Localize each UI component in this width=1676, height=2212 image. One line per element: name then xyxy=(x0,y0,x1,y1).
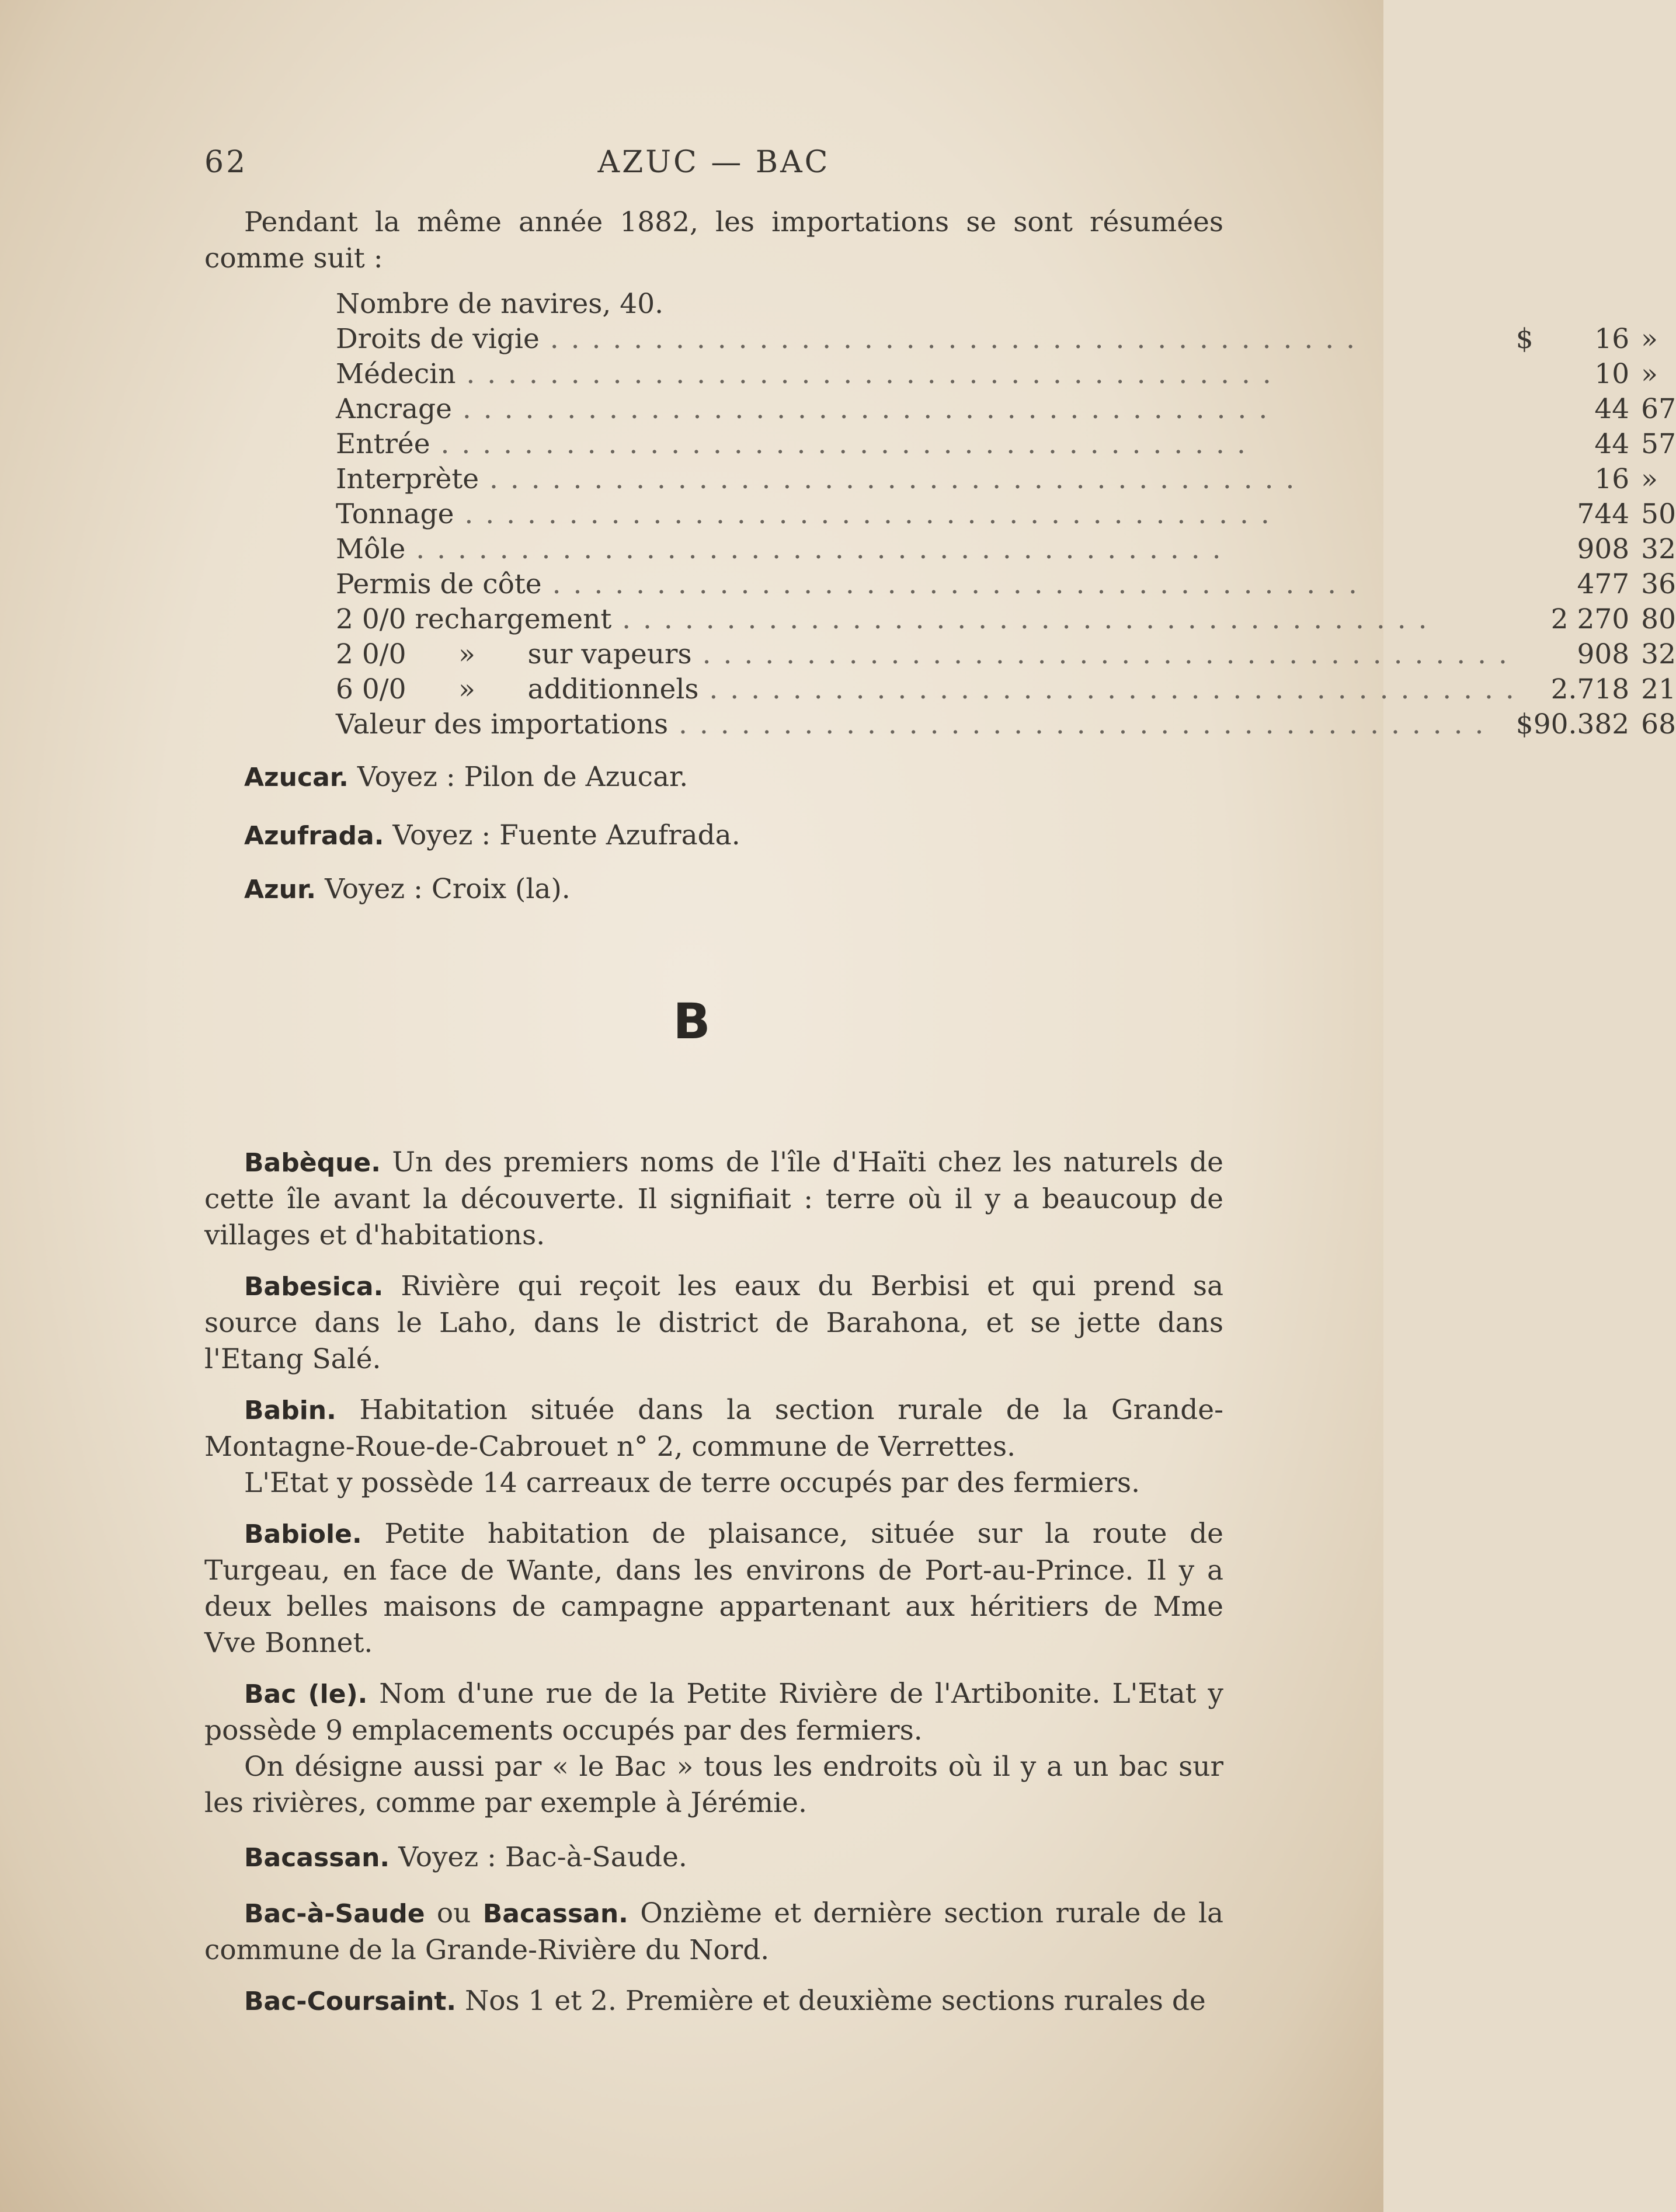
entry-headword: Azur. xyxy=(244,875,317,905)
entry-headword: Bac-Coursaint. xyxy=(244,1987,457,2016)
tariff-amount: 908 xyxy=(1577,638,1630,670)
entry-headword: Azucar. xyxy=(244,763,349,792)
currency-mark xyxy=(1516,601,1534,637)
tariff-cents: 21 xyxy=(1641,673,1676,705)
table-row: Médecin . . . . . . . . . . . . . . . . . . . . . . . . . . . . . . . . . . . . . . . 10 » xyxy=(336,356,1676,391)
page-number: 62 xyxy=(204,145,248,180)
currency-mark xyxy=(1516,496,1534,531)
tariff-cents: 32 xyxy=(1641,638,1676,670)
entry-babeque xyxy=(204,1145,1223,1254)
currency-mark xyxy=(1516,356,1534,391)
entry-headword: Bac-à-Saude xyxy=(244,1899,425,1929)
tariff-label: 2 0/0 » sur vapeurs xyxy=(336,638,692,670)
tariff-label: Permis de côte xyxy=(336,568,542,600)
entry-azucar xyxy=(204,759,1223,796)
intro-text: Pendant la même année 1882, les importations se sont résumées comme suit : xyxy=(204,206,1223,274)
entry-text: Voyez : Croix (la). xyxy=(316,873,571,905)
entry-headword: Babèque. xyxy=(244,1148,381,1178)
tariff-amount: 477 xyxy=(1577,568,1630,600)
tariff-label: Droits de vigie xyxy=(336,322,540,355)
entry-text: Voyez : Bac-à-Saude. xyxy=(398,1841,687,1873)
tariff-cents: 50 xyxy=(1641,498,1676,530)
table-row: Entrée . . . . . . . . . . . . . . . . . . . . . . . . . . . . . . . . . . . . . . . 44 57 xyxy=(336,426,1676,461)
table-row: 6 0/0 » additionnels . . . . . . . . . . . . . . . . . . . . . . . . . . . . . . . . . . . . . . . 2.718 21 xyxy=(336,672,1676,707)
entry-text: L'Etat y possède 14 carreaux de terre occupés par des fermiers. xyxy=(244,1467,1140,1499)
entry-text: On désigne aussi par « le Bac » tous les endroits où il y a un bac sur les rivières, comme par exemple à Jérémie. xyxy=(204,1751,1223,1819)
entry-text: Voyez : Fuente Azufrada. xyxy=(384,819,740,851)
tariff-label: Entrée xyxy=(336,427,430,460)
entry-text: Voyez : Pilon de Azucar. xyxy=(348,761,689,793)
tariff-amount: 2 270 xyxy=(1550,603,1630,635)
running-header xyxy=(204,145,1223,186)
tariff-label: Tonnage xyxy=(336,498,454,530)
tariff-label: Médecin xyxy=(336,357,456,390)
entry-headword-alt: Bacassan. xyxy=(482,1899,628,1929)
entry-bac-le xyxy=(204,1676,1223,1821)
tariff-amount: 44 xyxy=(1594,392,1630,425)
import-tariff-table xyxy=(336,286,1676,742)
table-row: Môle . . . . . . . . . . . . . . . . . . . . . . . . . . . . . . . . . . . . . . . 908 32 xyxy=(336,531,1676,566)
entry-babin xyxy=(204,1392,1223,1501)
tariff-amount: 16 xyxy=(1594,322,1630,355)
table-row: Ancrage . . . . . . . . . . . . . . . . . . . . . . . . . . . . . . . . . . . . . . . 44 67 xyxy=(336,391,1676,426)
tariff-amount: 16 xyxy=(1594,462,1630,495)
currency-mark xyxy=(1516,426,1534,461)
section-letter: B xyxy=(673,993,711,1050)
tariff-label: Valeur des importations xyxy=(336,708,669,740)
entry-text: Un des premiers noms de l'île d'Haïti chez les naturels de cette île avant la découverte. Il signifiait : terre où il y a beaucoup de villages et d'habitations. xyxy=(204,1146,1223,1251)
currency-mark xyxy=(1516,672,1534,707)
currency-mark xyxy=(1516,391,1534,426)
table-row: Permis de côte . . . . . . . . . . . . . . . . . . . . . . . . . . . . . . . . . . . . . . . 477 36 xyxy=(336,566,1676,601)
tariff-label: 2 0/0 rechargement xyxy=(336,603,612,635)
tariff-cents: 57 xyxy=(1641,427,1676,460)
table-row: Valeur des importations . . . . . . . . . . . . . . . . . . . . . . . . . . . . . . . . . . . . . . . $ 90.382 68 xyxy=(336,707,1676,742)
tariff-label: Môle xyxy=(336,533,406,565)
tariff-cents: 36 xyxy=(1641,568,1676,600)
table-row: 2 0/0 rechargement . . . . . . . . . . . . . . . . . . . . . . . . . . . . . . . . . . . . . . . 2 270 80 xyxy=(336,601,1676,637)
tariff-label: Ancrage xyxy=(336,392,452,425)
entry-babesica xyxy=(204,1268,1223,1378)
entry-text: Nom d'une rue de la Petite Rivière de l'Artibonite. L'Etat y possède 9 emplacements occupés par des fermiers. xyxy=(204,1678,1223,1747)
tariff-amount: 10 xyxy=(1594,357,1630,390)
entry-headword: Babesica. xyxy=(244,1272,384,1302)
entry-bac-a-saude xyxy=(204,1895,1223,1968)
entry-text: Onzième et dernière section rurale de la commune de la Grande-Rivière du Nord. xyxy=(204,1897,1224,1966)
entry-bac-coursaint xyxy=(204,1983,1223,2020)
tariff-amount: 44 xyxy=(1594,427,1630,460)
currency-mark xyxy=(1516,566,1534,601)
tariff-cents: » xyxy=(1641,357,1658,390)
running-title: AZUC — BAC xyxy=(597,145,830,180)
table-row: Droits de vigie . . . . . . . . . . . . . . . . . . . . . . . . . . . . . . . . . . . . . . . $ 16 » xyxy=(336,321,1676,356)
tariff-amount: 908 xyxy=(1577,533,1630,565)
tariff-amount: 90.382 xyxy=(1533,708,1630,740)
currency-mark: $ xyxy=(1515,708,1534,740)
tariff-cents: 68 xyxy=(1641,708,1676,740)
entry-headword: Babiole. xyxy=(244,1519,362,1549)
entry-text: Petite habitation de plaisance, située sur la route de Turgeau, en face de Wante, dans les environs de Port-au-Prince. Il y a deux belles maisons de campagne appartenant aux héritiers de Mme Vve Bonnet. xyxy=(204,1518,1223,1659)
tariff-cents: 32 xyxy=(1641,533,1676,565)
table-row: Tonnage . . . . . . . . . . . . . . . . . . . . . . . . . . . . . . . . . . . . . . . 744 50 xyxy=(336,496,1676,531)
entry-text: ou xyxy=(425,1897,483,1929)
entry-headword: Babin. xyxy=(244,1396,336,1425)
tariff-amount: 744 xyxy=(1577,498,1630,530)
entry-headword: Bacassan. xyxy=(244,1843,390,1873)
entry-azur xyxy=(204,871,1223,908)
tariff-cents: » xyxy=(1641,322,1658,355)
table-row: 2 0/0 » sur vapeurs . . . . . . . . . . . . . . . . . . . . . . . . . . . . . . . . . . . . . . . 908 32 xyxy=(336,637,1676,672)
entry-text: Habitation située dans la section rurale de la Grande-Montagne-Roue-de-Cabrouet n° 2, commune de Verrettes. xyxy=(204,1394,1223,1463)
ships-count: Nombre de navires, 40. xyxy=(336,287,664,320)
currency-mark: $ xyxy=(1515,322,1534,355)
entry-headword: Azufrada. xyxy=(244,821,384,851)
entry-headword: Bac (le). xyxy=(244,1679,368,1709)
tariff-label: Interprète xyxy=(336,462,479,495)
table-row: Interprète . . . . . . . . . . . . . . . . . . . . . . . . . . . . . . . . . . . . . . . 16 » xyxy=(336,461,1676,496)
tariff-cents: 67 xyxy=(1641,392,1676,425)
currency-mark xyxy=(1516,637,1534,672)
currency-mark xyxy=(1516,531,1534,566)
intro-paragraph xyxy=(204,204,1223,277)
currency-mark xyxy=(1516,461,1534,496)
entry-text: Nos 1 et 2. Première et deuxième sections rurales de xyxy=(465,1985,1206,2017)
tariff-label: 6 0/0 » additionnels xyxy=(336,673,699,705)
tariff-amount: 2.718 xyxy=(1550,673,1630,705)
entry-babiole xyxy=(204,1516,1223,1661)
entry-text: Rivière qui reçoit les eaux du Berbisi et qui prend sa source dans le Laho, dans le district de Barahona, et se jette dans l'Etang Salé. xyxy=(204,1270,1223,1375)
tariff-cents: 80 xyxy=(1641,603,1676,635)
tariff-first-line xyxy=(336,286,1676,321)
entry-bacassan xyxy=(204,1839,1223,1876)
entry-azufrada xyxy=(204,818,1223,854)
tariff-cents: » xyxy=(1641,462,1658,495)
